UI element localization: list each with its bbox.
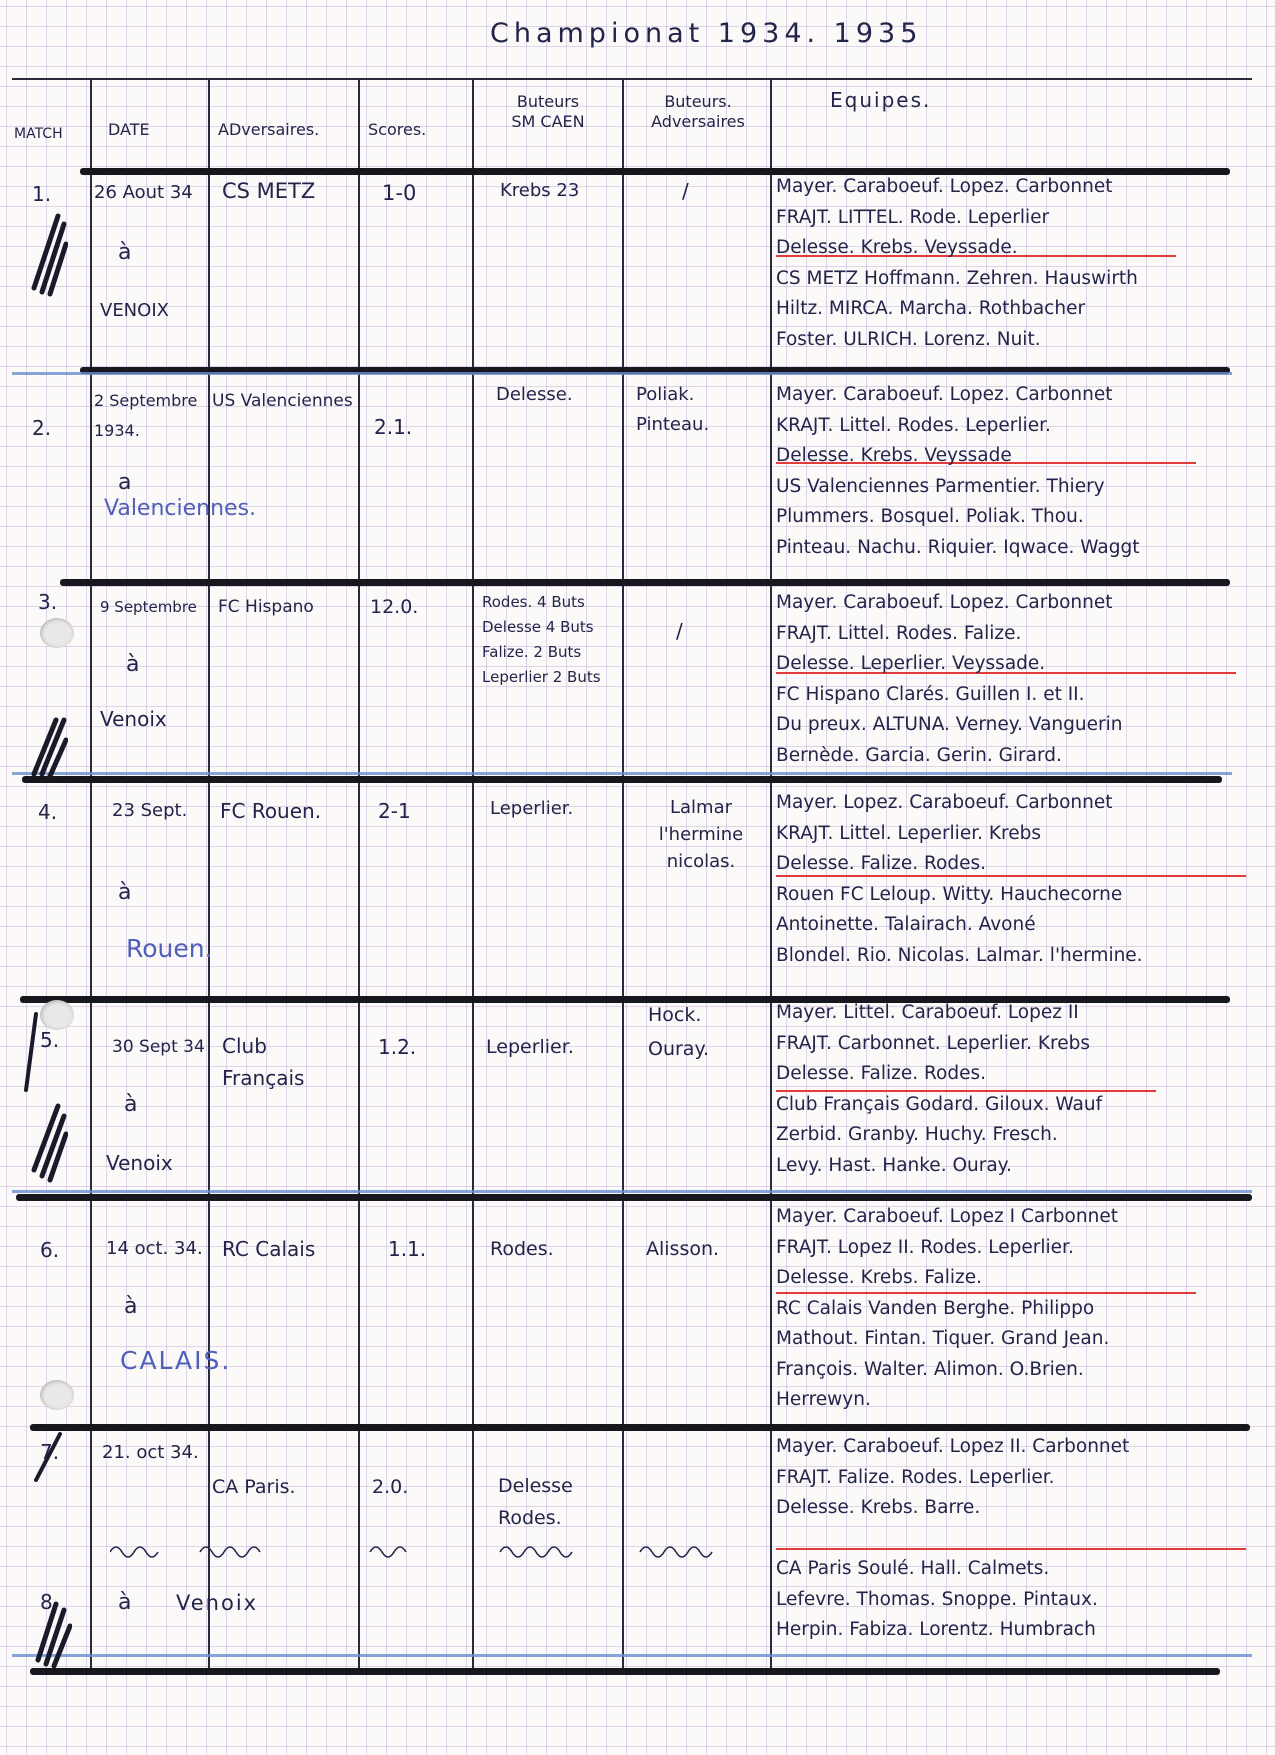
match-score: 2-1 — [378, 799, 411, 823]
scorer-caen: Falize. 2 Buts — [482, 643, 582, 661]
team-line: Pinteau. Nachu. Riquier. Iqwace. Waggt — [776, 536, 1140, 558]
team-line: Hiltz. MIRCA. Marcha. Rothbacher — [776, 298, 1086, 319]
team-line: François. Walter. Alimon. O.Brien. — [776, 1358, 1084, 1380]
match-score: 2.0. — [372, 1476, 409, 1498]
match-a: à — [124, 1294, 138, 1319]
blue-rule — [12, 772, 1232, 775]
team-line: Mayer. Caraboeuf. Lopez. Carbonnet — [776, 592, 1113, 613]
team-line: Delesse. Krebs. Barre. — [776, 1497, 981, 1518]
row-separator — [30, 1424, 1250, 1431]
match-score: 12.0. — [370, 596, 419, 618]
match-score: 2.1. — [374, 415, 413, 439]
hatch-marks — [28, 208, 68, 298]
team-line: Delesse. Falize. Rodes. — [776, 1063, 986, 1084]
blue-rule — [12, 1654, 1252, 1657]
header-equipes: Equipes. — [830, 88, 932, 112]
match-number: 3. — [38, 590, 58, 614]
match-score: 1.1. — [388, 1237, 427, 1261]
team-line: Mathout. Fintan. Tiquer. Grand Jean. — [776, 1328, 1110, 1349]
match-opponent: FC Rouen. — [220, 799, 322, 823]
team-line: Delesse. Krebs. Falize. — [776, 1267, 982, 1288]
team-line: KRAJT. Littel. Rodes. Leperlier. — [776, 414, 1051, 436]
match-scorers-adversaires: Poliak. Pinteau. — [636, 384, 710, 435]
match-scorers-caen — [482, 590, 601, 690]
team-line: Du preux. ALTUNA. Verney. Vanguerin — [776, 714, 1123, 735]
team-line: CS METZ Hoffmann. Zehren. Hauswirth — [776, 267, 1138, 289]
match-scorers-caen — [500, 178, 579, 204]
scorer-caen: Leperlier. — [486, 1036, 574, 1058]
header-buteurs-caen — [478, 92, 618, 132]
team-line: RC Calais Vanden Berghe. Philippo — [776, 1297, 1095, 1319]
match-date: 26 Aout 34 — [94, 182, 193, 203]
match-scorers-caen — [498, 1470, 573, 1534]
hatch-marks — [28, 1100, 68, 1190]
header-adversaires: ADversaires. — [218, 120, 320, 139]
match-scorers-caen — [490, 796, 573, 822]
team-line: KRAJT. Littel. Leperlier. Krebs — [776, 822, 1041, 844]
hatch-marks — [22, 1010, 62, 1100]
team-line: Mayer. Lopez. Caraboeuf. Carbonnet — [776, 792, 1113, 813]
row-separator — [60, 579, 1230, 586]
team-line: Herrewyn. — [776, 1389, 871, 1410]
row-separator — [30, 1668, 1220, 1675]
match-venue: CALAIS. — [120, 1346, 232, 1375]
red-underline — [776, 1548, 1246, 1550]
match-score: 1.2. — [378, 1035, 417, 1059]
match-number: 4. — [38, 800, 58, 824]
match-a: a — [118, 470, 132, 495]
scribble-strike — [110, 1538, 770, 1562]
match-scorers-adversaires: / — [682, 179, 689, 203]
team-line: FRAJT. LITTEL. Rode. Leperlier — [776, 206, 1050, 228]
team-line: FRAJT. Carbonnet. Leperlier. Krebs — [776, 1032, 1091, 1054]
match-teams — [776, 1554, 1252, 1646]
team-line: Mayer. Littel. Caraboeuf. Lopez II — [776, 1002, 1079, 1023]
match-a: à — [118, 1590, 132, 1615]
team-line: Herpin. Fabiza. Lorentz. Humbrach — [776, 1619, 1096, 1640]
team-line: Delesse. Leperlier. Veyssade. — [776, 653, 1046, 674]
match-number: 6. — [40, 1238, 60, 1262]
page-title: Championat 1934. 1935 — [490, 18, 923, 49]
match-number: 8. — [40, 1590, 60, 1614]
match-date: 9 Septembre — [100, 598, 197, 616]
scorer-caen: Rodes. — [498, 1507, 562, 1529]
match-teams — [776, 788, 1252, 971]
match-a: à — [118, 240, 132, 265]
scorer-caen: Delesse. — [496, 384, 573, 405]
team-line: CA Paris Soulé. Hall. Calmets. — [776, 1558, 1050, 1579]
scorer-caen: Krebs 23 — [500, 180, 580, 201]
team-line: Delesse. Falize. Rodes. — [776, 853, 986, 874]
scorer-caen: Delesse — [498, 1475, 573, 1497]
match-date: 30 Sept 34 — [112, 1037, 205, 1057]
team-line: Mayer. Caraboeuf. Lopez I Carbonnet — [776, 1206, 1118, 1227]
match-scorers-caen — [496, 382, 573, 408]
scorer-caen: Delesse 4 Buts — [482, 618, 594, 636]
team-line: Club Français Godard. Giloux. Wauf — [776, 1093, 1103, 1115]
match-a: à — [124, 1092, 138, 1117]
row-separator — [22, 776, 1222, 783]
header-buteurs-caen-line2: SM CAEN — [511, 112, 585, 131]
match-date: 23 Sept. — [112, 800, 188, 821]
team-line: Foster. ULRICH. Lorenz. Nuit. — [776, 328, 1041, 350]
team-line: Bernède. Garcia. Gerin. Girard. — [776, 744, 1062, 766]
match-opponent: CS METZ — [222, 179, 316, 203]
team-line: Zerbid. Granby. Huchy. Fresch. — [776, 1124, 1058, 1145]
team-line: Delesse. Krebs. Veyssade — [776, 445, 1012, 466]
team-line: FRAJT. Lopez II. Rodes. Leperlier. — [776, 1236, 1074, 1258]
match-number: 5. — [40, 1028, 60, 1052]
match-opponent: US Valenciennes — [212, 391, 353, 411]
match-scorers-adversaires: Hock. Ouray. — [648, 1004, 710, 1060]
header-scores: Scores. — [368, 120, 427, 139]
match-opponent: Club Français — [222, 1034, 305, 1090]
row-separator — [16, 1194, 1252, 1201]
match-a: à — [126, 652, 140, 677]
header-rule — [12, 78, 1252, 80]
scorer-caen: Leperlier. — [490, 798, 574, 819]
match-venue: Venoix — [100, 707, 167, 731]
header-buteurs-adv-line2: Adversaires — [651, 112, 745, 131]
header-buteurs-adversaires — [628, 92, 768, 132]
match-teams — [776, 380, 1252, 563]
team-line: Mayer. Caraboeuf. Lopez. Carbonnet — [776, 176, 1113, 197]
header-match: MATCH — [14, 126, 63, 142]
scorer-caen: Rodes. 4 Buts — [482, 593, 585, 611]
team-line: FRAJT. Falize. Rodes. Leperlier. — [776, 1466, 1055, 1488]
team-line: Blondel. Rio. Nicolas. Lalmar. l'hermine. — [776, 944, 1143, 966]
match-scorers-caen — [490, 1236, 554, 1262]
team-line: US Valenciennes Parmentier. Thiery — [776, 475, 1105, 497]
blue-rule — [12, 372, 1232, 375]
match-scorers-adversaires: Alisson. — [646, 1238, 720, 1260]
match-date: 21. oct 34. — [102, 1442, 199, 1463]
match-teams — [776, 588, 1252, 771]
team-line: Plummers. Bosquel. Poliak. Thou. — [776, 506, 1084, 527]
match-opponent: RC Calais — [222, 1237, 316, 1261]
scorer-caen: Rodes. — [490, 1238, 554, 1260]
match-teams — [776, 172, 1252, 355]
match-venue: Venoix — [176, 1591, 259, 1615]
team-line: FRAJT. Littel. Rodes. Falize. — [776, 622, 1022, 644]
match-venue: Rouen. — [126, 934, 213, 963]
team-line: FC Hispano Clarés. Guillen I. et II. — [776, 683, 1085, 705]
match-number: 1. — [32, 182, 52, 206]
match-scorers-adversaires: / — [676, 619, 683, 643]
blue-rule — [12, 1190, 1252, 1193]
match-a: à — [118, 880, 132, 905]
match-opponent: CA Paris. — [212, 1476, 296, 1498]
team-line: Mayer. Caraboeuf. Lopez II. Carbonnet — [776, 1436, 1130, 1457]
header-date: DATE — [108, 120, 150, 139]
match-scorers-adversaires: Lalmar l'hermine nicolas. — [658, 797, 744, 872]
header-buteurs-adv-line1: Buteurs. — [664, 92, 732, 111]
hatch-marks — [28, 690, 68, 780]
header-buteurs-caen-line1: Buteurs — [516, 92, 580, 111]
team-line: Lefevre. Thomas. Snoppe. Pintaux. — [776, 1588, 1098, 1610]
punch-hole — [40, 1380, 74, 1410]
match-venue: Valenciennes. — [104, 496, 257, 521]
team-line: Rouen FC Leloup. Witty. Hauchecorne — [776, 883, 1123, 905]
match-opponent: FC Hispano — [218, 597, 314, 617]
team-line: Levy. Hast. Hanke. Ouray. — [776, 1154, 1012, 1176]
match-teams — [776, 1432, 1252, 1524]
match-venue: Venoix — [106, 1151, 173, 1175]
punch-hole — [40, 618, 74, 648]
match-score: 1-0 — [382, 181, 417, 205]
match-date: 2 Septembre 1934. — [94, 391, 198, 440]
match-number: 7. — [40, 1440, 60, 1464]
team-line: Delesse. Krebs. Veyssade. — [776, 237, 1018, 258]
match-number: 2. — [32, 416, 52, 440]
scorer-caen: Leperlier 2 Buts — [482, 668, 601, 686]
match-scorers-caen — [486, 1034, 574, 1060]
match-teams — [776, 998, 1252, 1181]
team-line: Mayer. Caraboeuf. Lopez. Carbonnet — [776, 384, 1113, 405]
match-teams — [776, 1202, 1252, 1416]
match-venue: VENOIX — [100, 300, 169, 321]
team-line: Antoinette. Talairach. Avoné — [776, 914, 1036, 935]
match-date: 14 oct. 34. — [106, 1238, 203, 1259]
